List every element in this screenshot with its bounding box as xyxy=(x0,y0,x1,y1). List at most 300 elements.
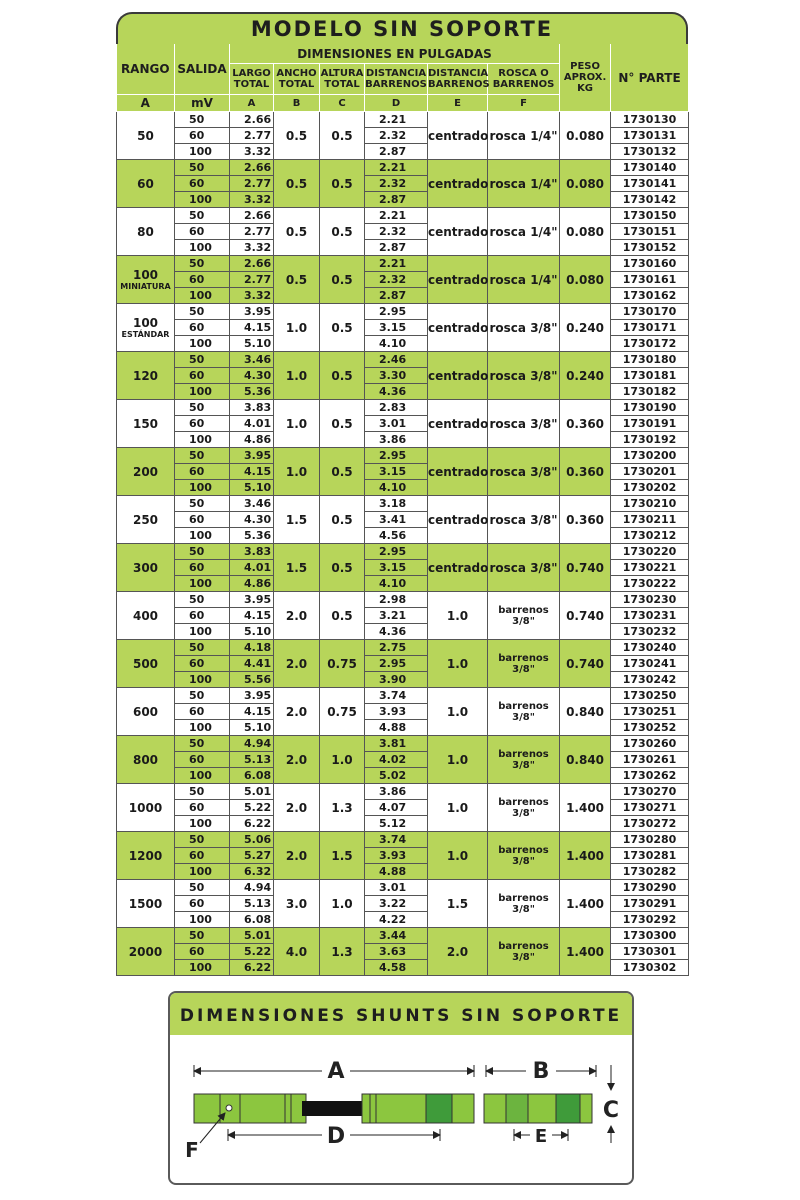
header-salida: SALIDA xyxy=(175,44,230,95)
cell-dist-d: 4.10 xyxy=(365,480,428,496)
cell-parte: 1730132 xyxy=(611,144,689,160)
cell-parte: 1730161 xyxy=(611,272,689,288)
header-altura xyxy=(320,64,365,95)
rango-note: MINIATURA xyxy=(120,282,171,291)
cell-ancho: 0.5 xyxy=(274,256,320,304)
cell-parte: 1730221 xyxy=(611,560,689,576)
cell-altura: 0.5 xyxy=(320,208,365,256)
cell-ancho: 2.0 xyxy=(274,832,320,880)
table-title: MODELO SIN SOPORTE xyxy=(116,12,688,44)
cell-dist-e: centrado xyxy=(428,208,488,256)
cell-salida: 60 xyxy=(175,224,230,240)
cell-salida: 50 xyxy=(175,496,230,512)
cell-peso: 1.400 xyxy=(560,784,611,832)
cell-dist-d: 2.87 xyxy=(365,192,428,208)
cell-peso: 0.840 xyxy=(560,736,611,784)
cell-largo: 5.10 xyxy=(230,720,274,736)
cell-parte: 1730302 xyxy=(611,960,689,976)
cell-altura: 0.5 xyxy=(320,352,365,400)
cell-dist-d: 3.74 xyxy=(365,688,428,704)
cell-salida: 100 xyxy=(175,240,230,256)
cell-dist-d: 3.93 xyxy=(365,848,428,864)
cell-salida: 60 xyxy=(175,752,230,768)
cell-parte: 1730280 xyxy=(611,832,689,848)
header-ancho xyxy=(274,64,320,95)
cell-parte: 1730150 xyxy=(611,208,689,224)
cell-largo: 4.30 xyxy=(230,512,274,528)
rango-value: 1500 xyxy=(128,896,163,911)
cell-parte: 1730232 xyxy=(611,624,689,640)
cell-ancho: 1.5 xyxy=(274,544,320,592)
cell-dist-d: 2.95 xyxy=(365,448,428,464)
cell-dist-d: 2.87 xyxy=(365,240,428,256)
cell-ancho: 2.0 xyxy=(274,640,320,688)
cell-dist-d: 2.21 xyxy=(365,160,428,176)
header-rango: RANGO xyxy=(117,44,175,95)
cell-salida: 60 xyxy=(175,800,230,816)
cell-peso: 0.080 xyxy=(560,208,611,256)
cell-largo: 2.66 xyxy=(230,112,274,128)
cell-peso: 0.360 xyxy=(560,448,611,496)
cell-parte: 1730290 xyxy=(611,880,689,896)
cell-salida: 100 xyxy=(175,336,230,352)
cell-largo: 2.66 xyxy=(230,160,274,176)
cell-dist-d: 5.02 xyxy=(365,768,428,784)
cell-salida: 100 xyxy=(175,816,230,832)
rango-value: 60 xyxy=(137,176,154,191)
cell-parte: 1730181 xyxy=(611,368,689,384)
header-letter-a: A xyxy=(230,95,274,112)
cell-rango xyxy=(117,304,175,352)
cell-largo: 2.77 xyxy=(230,176,274,192)
cell-salida: 50 xyxy=(175,784,230,800)
cell-rango xyxy=(117,400,175,448)
cell-parte: 1730191 xyxy=(611,416,689,432)
header-largo-1: LARGO xyxy=(232,68,271,80)
cell-rango xyxy=(117,496,175,544)
cell-salida: 60 xyxy=(175,128,230,144)
header-altura-1: ALTURA xyxy=(320,68,364,80)
header-parte: N° PARTE xyxy=(611,44,689,112)
cell-ancho: 1.5 xyxy=(274,496,320,544)
cell-parte: 1730190 xyxy=(611,400,689,416)
cell-largo: 3.95 xyxy=(230,448,274,464)
cell-dist-e: centrado xyxy=(428,352,488,400)
cell-salida: 60 xyxy=(175,176,230,192)
cell-largo: 2.77 xyxy=(230,224,274,240)
cell-salida: 60 xyxy=(175,368,230,384)
rango-value: 50 xyxy=(137,128,154,143)
cell-salida: 50 xyxy=(175,736,230,752)
dim-d-label: D xyxy=(326,1124,346,1149)
table-row xyxy=(117,544,689,560)
cell-rango xyxy=(117,928,175,976)
hole-icon xyxy=(226,1105,232,1111)
cell-dist-e: 2.0 xyxy=(428,928,488,976)
cell-peso: 0.360 xyxy=(560,496,611,544)
cell-dist-e: centrado xyxy=(428,400,488,448)
cell-rango xyxy=(117,112,175,160)
cell-dist-e: 1.5 xyxy=(428,880,488,928)
cell-parte: 1730152 xyxy=(611,240,689,256)
header-rango-unit: A xyxy=(117,95,175,112)
cell-largo: 6.08 xyxy=(230,768,274,784)
rango-value: 800 xyxy=(132,752,159,767)
cell-rosca: rosca 1/4" xyxy=(488,112,560,160)
cell-salida: 100 xyxy=(175,576,230,592)
cell-parte: 1730210 xyxy=(611,496,689,512)
header-letter-e: E xyxy=(428,95,488,112)
shunt-diagram xyxy=(170,1035,632,1181)
cell-dist-d: 3.63 xyxy=(365,944,428,960)
cell-salida: 50 xyxy=(175,160,230,176)
cell-salida: 50 xyxy=(175,112,230,128)
cell-rango xyxy=(117,208,175,256)
header-dimensiones: DIMENSIONES EN PULGADAS xyxy=(230,44,560,64)
cell-dist-d: 4.36 xyxy=(365,624,428,640)
cell-dist-d: 4.10 xyxy=(365,576,428,592)
cell-ancho: 4.0 xyxy=(274,928,320,976)
header-peso-2: APROX. xyxy=(563,72,607,83)
cell-parte: 1730272 xyxy=(611,816,689,832)
cell-peso: 1.400 xyxy=(560,832,611,880)
table-row xyxy=(117,208,689,224)
cell-largo: 5.36 xyxy=(230,384,274,400)
cell-rosca: barrenos 3/8" xyxy=(488,592,560,640)
diagram-panel xyxy=(168,991,634,1185)
cell-rango xyxy=(117,880,175,928)
cell-dist-d: 4.10 xyxy=(365,336,428,352)
cell-largo: 2.66 xyxy=(230,208,274,224)
cell-peso: 0.080 xyxy=(560,160,611,208)
header-dist-e-2: BARRENOS xyxy=(428,79,490,91)
cell-parte: 1730251 xyxy=(611,704,689,720)
cell-dist-d: 4.22 xyxy=(365,912,428,928)
cell-altura: 1.0 xyxy=(320,736,365,784)
cell-rosca: rosca 1/4" xyxy=(488,160,560,208)
cell-peso: 0.840 xyxy=(560,688,611,736)
cell-rango xyxy=(117,784,175,832)
cell-largo: 5.06 xyxy=(230,832,274,848)
cell-dist-d: 2.46 xyxy=(365,352,428,368)
cell-largo: 5.13 xyxy=(230,896,274,912)
cell-dist-e: 1.0 xyxy=(428,784,488,832)
cell-salida: 100 xyxy=(175,288,230,304)
cell-rosca: rosca 1/4" xyxy=(488,208,560,256)
cell-dist-d: 2.32 xyxy=(365,224,428,240)
cell-largo: 4.01 xyxy=(230,560,274,576)
rango-value: 400 xyxy=(132,608,159,623)
cell-ancho: 0.5 xyxy=(274,160,320,208)
cell-parte: 1730160 xyxy=(611,256,689,272)
cell-dist-d: 2.32 xyxy=(365,176,428,192)
cell-rosca: barrenos 3/8" xyxy=(488,688,560,736)
cell-dist-d: 2.75 xyxy=(365,640,428,656)
cell-largo: 5.56 xyxy=(230,672,274,688)
cell-parte: 1730230 xyxy=(611,592,689,608)
cell-largo: 5.36 xyxy=(230,528,274,544)
cell-rosca: rosca 3/8" xyxy=(488,544,560,592)
cell-parte: 1730162 xyxy=(611,288,689,304)
cell-salida: 50 xyxy=(175,208,230,224)
diagram-title: DIMENSIONES SHUNTS SIN SOPORTE xyxy=(170,993,632,1035)
cell-salida: 50 xyxy=(175,640,230,656)
cell-parte: 1730231 xyxy=(611,608,689,624)
cell-parte: 1730252 xyxy=(611,720,689,736)
cell-dist-d: 2.95 xyxy=(365,656,428,672)
cell-ancho: 3.0 xyxy=(274,880,320,928)
cell-parte: 1730292 xyxy=(611,912,689,928)
cell-largo: 5.10 xyxy=(230,336,274,352)
cell-rosca: rosca 3/8" xyxy=(488,400,560,448)
cell-parte: 1730260 xyxy=(611,736,689,752)
cell-dist-d: 2.83 xyxy=(365,400,428,416)
cell-largo: 3.83 xyxy=(230,400,274,416)
cell-largo: 4.86 xyxy=(230,432,274,448)
cell-dist-e: 1.0 xyxy=(428,736,488,784)
cell-dist-d: 4.36 xyxy=(365,384,428,400)
dim-e-label: E xyxy=(534,1126,548,1147)
cell-dist-d: 2.95 xyxy=(365,304,428,320)
header-peso xyxy=(560,44,611,112)
cell-ancho: 1.0 xyxy=(274,448,320,496)
header-peso-1: PESO xyxy=(570,61,600,72)
cell-altura: 1.5 xyxy=(320,832,365,880)
cell-ancho: 0.5 xyxy=(274,208,320,256)
cell-largo: 6.22 xyxy=(230,960,274,976)
cell-dist-d: 3.15 xyxy=(365,320,428,336)
cell-parte: 1730202 xyxy=(611,480,689,496)
table-row xyxy=(117,496,689,512)
cell-largo: 2.77 xyxy=(230,128,274,144)
cell-largo: 4.86 xyxy=(230,576,274,592)
cell-parte: 1730141 xyxy=(611,176,689,192)
cell-largo: 4.18 xyxy=(230,640,274,656)
header-letter-b: B xyxy=(274,95,320,112)
cell-salida: 100 xyxy=(175,528,230,544)
cell-largo: 3.95 xyxy=(230,304,274,320)
cell-largo: 2.66 xyxy=(230,256,274,272)
header-letter-d: D xyxy=(365,95,428,112)
cell-altura: 0.5 xyxy=(320,112,365,160)
table-row xyxy=(117,688,689,704)
header-rosca-1: ROSCA O xyxy=(498,68,549,80)
cell-dist-d: 5.12 xyxy=(365,816,428,832)
header-rosca-2: BARRENOS xyxy=(492,79,555,91)
cell-dist-d: 2.98 xyxy=(365,592,428,608)
rango-value: 500 xyxy=(132,656,159,671)
cell-altura: 0.5 xyxy=(320,448,365,496)
cell-parte: 1730270 xyxy=(611,784,689,800)
cell-largo: 6.22 xyxy=(230,816,274,832)
cell-parte: 1730261 xyxy=(611,752,689,768)
cell-salida: 60 xyxy=(175,704,230,720)
cell-rosca: rosca 3/8" xyxy=(488,304,560,352)
cell-largo: 5.01 xyxy=(230,784,274,800)
cell-dist-d: 4.88 xyxy=(365,720,428,736)
table-body xyxy=(117,112,689,976)
cell-rosca: barrenos 3/8" xyxy=(488,928,560,976)
table-row xyxy=(117,256,689,272)
cell-altura: 0.5 xyxy=(320,304,365,352)
rango-value: 600 xyxy=(132,704,159,719)
cell-parte: 1730192 xyxy=(611,432,689,448)
cell-salida: 60 xyxy=(175,320,230,336)
cell-peso: 1.400 xyxy=(560,880,611,928)
cell-largo: 5.01 xyxy=(230,928,274,944)
rango-value: 150 xyxy=(132,416,159,431)
cell-dist-e: centrado xyxy=(428,112,488,160)
cell-rango xyxy=(117,448,175,496)
cell-salida: 50 xyxy=(175,304,230,320)
cell-rosca: rosca 3/8" xyxy=(488,448,560,496)
header-peso-3: KG xyxy=(577,83,594,94)
cell-parte: 1730301 xyxy=(611,944,689,960)
rango-value: 300 xyxy=(132,560,159,575)
cell-salida: 50 xyxy=(175,544,230,560)
cell-dist-d: 2.21 xyxy=(365,208,428,224)
cell-largo: 4.30 xyxy=(230,368,274,384)
cell-salida: 100 xyxy=(175,192,230,208)
rango-value: 100 xyxy=(132,316,159,330)
cell-parte: 1730180 xyxy=(611,352,689,368)
dim-a-label: A xyxy=(327,1059,345,1084)
cell-largo: 4.15 xyxy=(230,320,274,336)
table-row xyxy=(117,832,689,848)
table-row xyxy=(117,880,689,896)
cell-salida: 100 xyxy=(175,960,230,976)
cell-largo: 5.22 xyxy=(230,944,274,960)
cell-parte: 1730222 xyxy=(611,576,689,592)
cell-parte: 1730300 xyxy=(611,928,689,944)
table-row xyxy=(117,304,689,320)
cell-parte: 1730201 xyxy=(611,464,689,480)
cell-dist-d: 3.44 xyxy=(365,928,428,944)
cell-rosca: rosca 3/8" xyxy=(488,496,560,544)
rango-value: 100 xyxy=(132,268,159,282)
cell-dist-d: 3.74 xyxy=(365,832,428,848)
cell-rango xyxy=(117,640,175,688)
cell-salida: 60 xyxy=(175,608,230,624)
cell-largo: 5.22 xyxy=(230,800,274,816)
cell-dist-d: 4.02 xyxy=(365,752,428,768)
cell-dist-d: 3.41 xyxy=(365,512,428,528)
cell-dist-d: 2.87 xyxy=(365,144,428,160)
cell-salida: 100 xyxy=(175,720,230,736)
cell-salida: 100 xyxy=(175,144,230,160)
cell-parte: 1730212 xyxy=(611,528,689,544)
table-row xyxy=(117,112,689,128)
cell-rosca: barrenos 3/8" xyxy=(488,736,560,784)
cell-rosca: rosca 1/4" xyxy=(488,256,560,304)
cell-salida: 50 xyxy=(175,880,230,896)
cell-ancho: 2.0 xyxy=(274,688,320,736)
cell-parte: 1730151 xyxy=(611,224,689,240)
cell-dist-d: 2.21 xyxy=(365,112,428,128)
cell-salida: 50 xyxy=(175,928,230,944)
cell-salida: 50 xyxy=(175,352,230,368)
cell-rango xyxy=(117,736,175,784)
cell-dist-d: 2.21 xyxy=(365,256,428,272)
cell-altura: 0.75 xyxy=(320,688,365,736)
cell-largo: 6.32 xyxy=(230,864,274,880)
cell-largo: 5.10 xyxy=(230,624,274,640)
cell-rango xyxy=(117,592,175,640)
cell-dist-e: 1.0 xyxy=(428,592,488,640)
cell-rosca: rosca 3/8" xyxy=(488,352,560,400)
cell-ancho: 0.5 xyxy=(274,112,320,160)
side-view xyxy=(484,1094,592,1123)
rango-value: 200 xyxy=(132,464,159,479)
cell-ancho: 1.0 xyxy=(274,400,320,448)
cell-peso: 0.080 xyxy=(560,112,611,160)
cell-peso: 0.080 xyxy=(560,256,611,304)
cell-dist-d: 3.93 xyxy=(365,704,428,720)
cell-altura: 0.5 xyxy=(320,592,365,640)
cell-salida: 60 xyxy=(175,896,230,912)
cell-peso: 0.360 xyxy=(560,400,611,448)
cell-peso: 1.400 xyxy=(560,928,611,976)
cell-dist-d: 3.86 xyxy=(365,784,428,800)
cell-rango xyxy=(117,352,175,400)
cell-altura: 1.0 xyxy=(320,880,365,928)
cell-dist-d: 2.32 xyxy=(365,272,428,288)
cell-ancho: 1.0 xyxy=(274,352,320,400)
rango-value: 120 xyxy=(132,368,159,383)
cell-dist-d: 2.95 xyxy=(365,544,428,560)
cell-largo: 3.32 xyxy=(230,240,274,256)
cell-dist-d: 4.07 xyxy=(365,800,428,816)
cell-salida: 60 xyxy=(175,512,230,528)
cell-largo: 5.27 xyxy=(230,848,274,864)
cell-largo: 4.15 xyxy=(230,464,274,480)
cell-peso: 0.240 xyxy=(560,304,611,352)
dim-c-label: C xyxy=(602,1098,620,1123)
cell-dist-e: centrado xyxy=(428,448,488,496)
cell-salida: 50 xyxy=(175,688,230,704)
cell-salida: 100 xyxy=(175,480,230,496)
table-row xyxy=(117,160,689,176)
specs-table xyxy=(116,44,689,976)
cell-rosca: barrenos 3/8" xyxy=(488,880,560,928)
cell-largo: 6.08 xyxy=(230,912,274,928)
cell-dist-d: 4.58 xyxy=(365,960,428,976)
header-dist-e-1: DISTANCIA xyxy=(428,68,489,80)
cell-dist-d: 3.15 xyxy=(365,464,428,480)
cell-salida: 60 xyxy=(175,656,230,672)
cell-salida: 60 xyxy=(175,560,230,576)
cell-largo: 4.41 xyxy=(230,656,274,672)
cell-rango xyxy=(117,256,175,304)
cell-largo: 3.95 xyxy=(230,592,274,608)
cell-salida: 60 xyxy=(175,464,230,480)
cell-salida: 60 xyxy=(175,272,230,288)
rango-value: 250 xyxy=(132,512,159,527)
cell-salida: 50 xyxy=(175,832,230,848)
cell-dist-d: 3.15 xyxy=(365,560,428,576)
cell-altura: 0.5 xyxy=(320,256,365,304)
cell-parte: 1730142 xyxy=(611,192,689,208)
cell-parte: 1730242 xyxy=(611,672,689,688)
cell-ancho: 2.0 xyxy=(274,784,320,832)
cell-ancho: 1.0 xyxy=(274,304,320,352)
cell-dist-d: 3.22 xyxy=(365,896,428,912)
rango-note: ESTÁNDAR xyxy=(121,330,170,339)
cell-rango xyxy=(117,688,175,736)
cell-largo: 3.46 xyxy=(230,496,274,512)
cell-dist-d: 4.88 xyxy=(365,864,428,880)
header-rosca xyxy=(488,64,560,95)
